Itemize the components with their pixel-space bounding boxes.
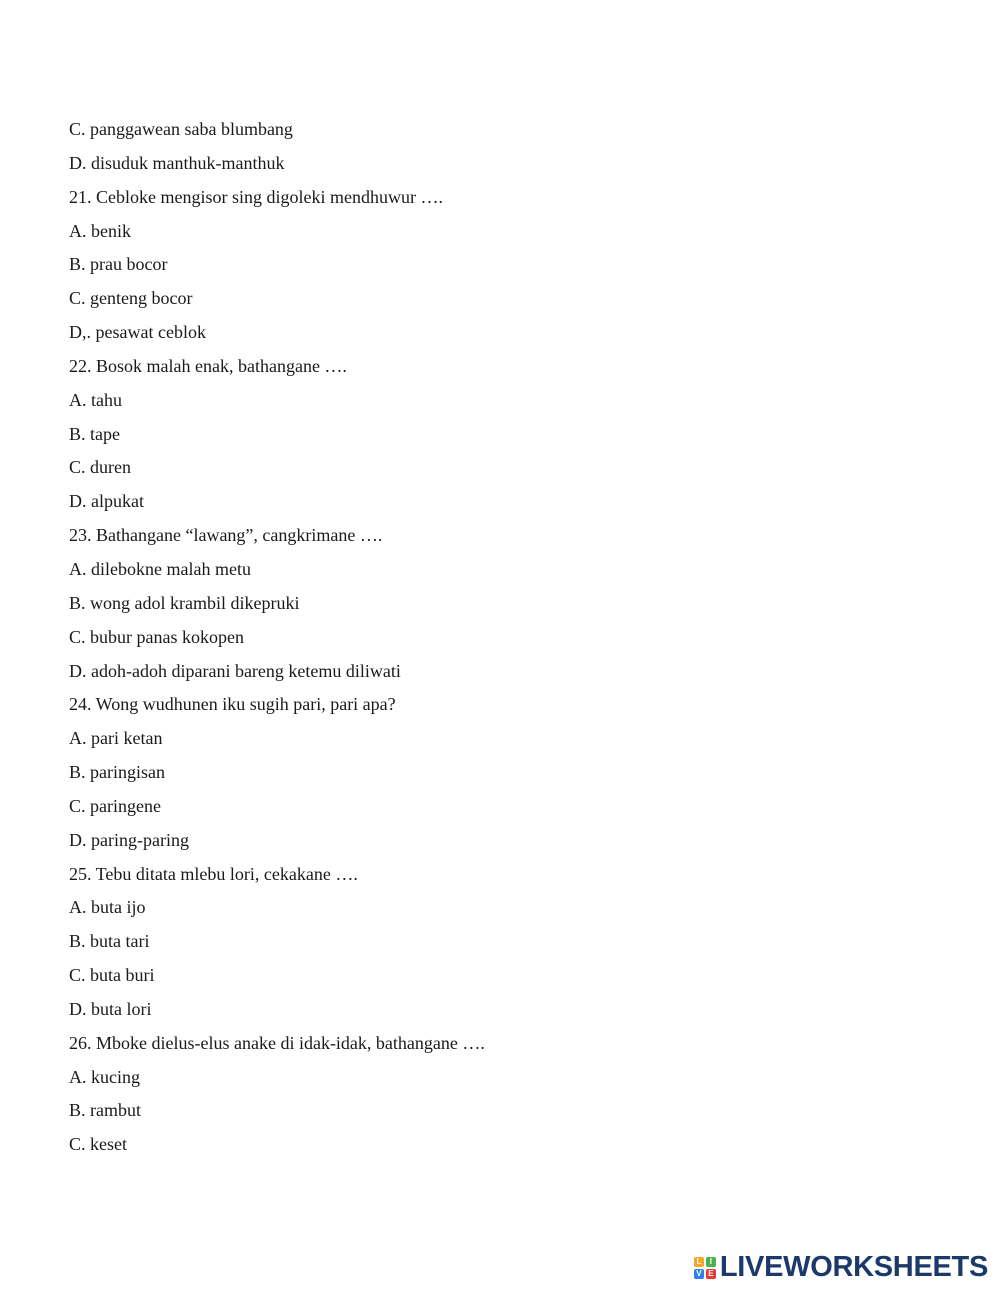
- question-25: 25. Tebu ditata mlebu lori, cekakane ….: [69, 863, 358, 884]
- option-line: C. keset: [69, 1134, 127, 1155]
- option-line: B. wong adol krambil dikepruki: [69, 592, 300, 613]
- question-22: 22. Bosok malah enak, bathangane ….: [69, 355, 347, 376]
- logo-mark-cell: L: [694, 1257, 704, 1267]
- option-line: B. buta tari: [69, 931, 150, 952]
- option-line: A. benik: [69, 220, 131, 241]
- question-21: 21. Cebloke mengisor sing digoleki mendhuwur ….: [69, 186, 443, 207]
- option-line: C. duren: [69, 457, 131, 478]
- option-line: A. pari ketan: [69, 728, 163, 749]
- option-line: A. tahu: [69, 389, 122, 410]
- question-23: 23. Bathangane “lawang”, cangkrimane ….: [69, 525, 383, 546]
- option-line: A. buta ijo: [69, 897, 146, 918]
- option-line: C. buta buri: [69, 965, 155, 986]
- logo-mark-cell: E: [706, 1269, 716, 1279]
- option-line: D,. pesawat ceblok: [69, 322, 206, 343]
- liveworksheets-logo-icon: [694, 1257, 716, 1279]
- logo-wordmark: LIVEWORKSHEETS: [719, 1251, 988, 1283]
- question-24: 24. Wong wudhunen iku sugih pari, pari apa?: [69, 694, 396, 715]
- option-line: C. paringene: [69, 795, 161, 816]
- option-line: B. rambut: [69, 1100, 141, 1121]
- text-line: C. panggawean saba blumbang: [69, 119, 293, 139]
- option-line: A. kucing: [69, 1066, 140, 1087]
- option-line: D. alpukat: [69, 491, 144, 512]
- liveworksheets-logo: [694, 1253, 988, 1282]
- option-line: C. bubur panas kokopen: [69, 626, 244, 647]
- text-line: D. disuduk manthuk-manthuk: [69, 152, 285, 173]
- option-line: C. genteng bocor: [69, 288, 193, 309]
- option-line: A. dilebokne malah metu: [69, 558, 251, 579]
- option-line: B. prau bocor: [69, 254, 168, 275]
- option-line: D. buta lori: [69, 998, 152, 1019]
- logo-mark-cell: V: [694, 1269, 704, 1279]
- option-line: B. tape: [69, 423, 120, 444]
- question-list: [69, 116, 485, 1165]
- option-line: D. adoh-adoh diparani bareng ketemu diliwati: [69, 660, 401, 681]
- option-line: B. paringisan: [69, 762, 165, 783]
- question-26: 26. Mboke dielus-elus anake di idak-idak, bathangane ….: [69, 1032, 485, 1053]
- option-line: D. paring-paring: [69, 829, 189, 850]
- logo-mark-cell: I: [706, 1257, 716, 1267]
